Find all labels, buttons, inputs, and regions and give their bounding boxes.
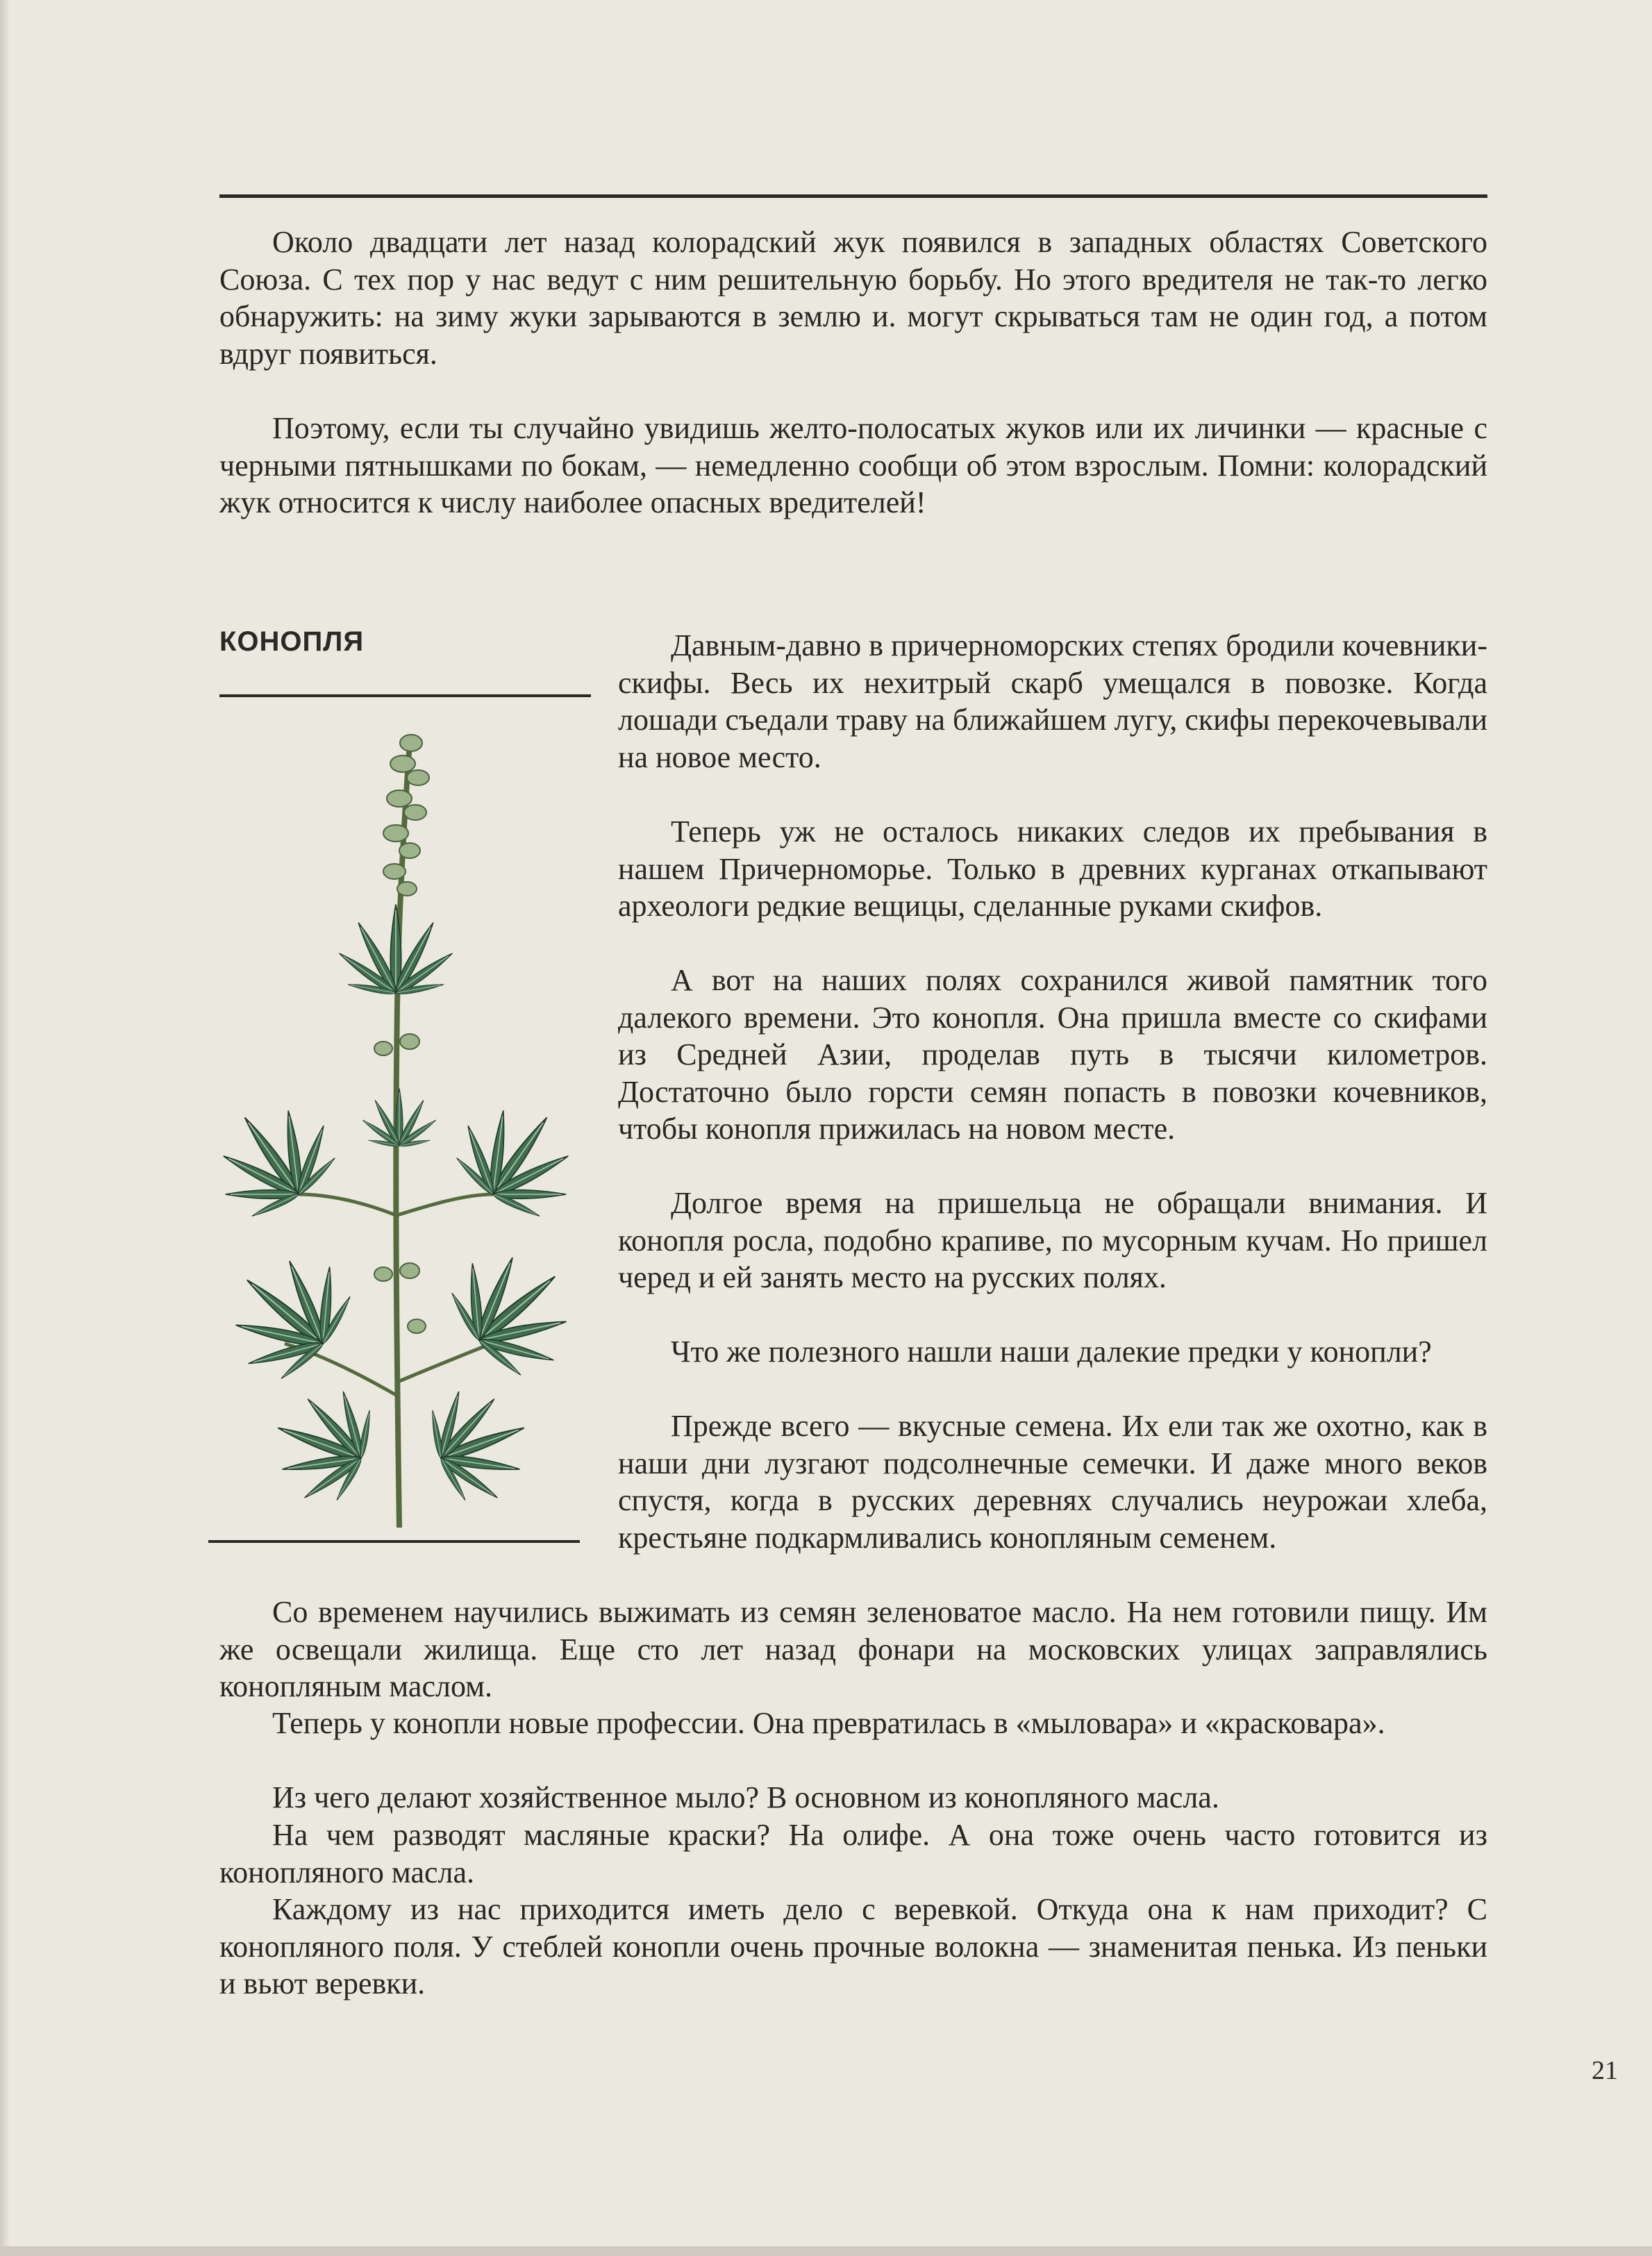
column-paragraph-1: Давным-давно в причерноморских степях бродили кочевники-скифы. Весь их нехитрый скарб умещался в повозке. Когда лошади съедали траву на ближайшем лугу, скифы перекочевывали на новое место.	[618, 628, 1487, 774]
page-bottom-edge	[0, 2246, 1652, 2256]
hemp-plant-icon	[201, 715, 590, 1535]
column-paragraph-2: Теперь уж не осталось никаких следов их пребывания в нашем Причерноморье. Только в древних курганах откапывают археологи редкие вещицы, сделанные руками скифов.	[618, 814, 1487, 923]
column-paragraph-3: А вот на наших полях сохранился живой памятник того далекого времени. Это конопля. Она пришла вместе со скифами из Средней Азии, проделав путь в тысячи километров. Достаточно было горсти семян попасть в повозки кочевников, чтобы конопля прижилась на новом месте.	[618, 963, 1487, 1146]
intro-paragraph-2: Поэтому, если ты случайно увидишь желто-полосатых жуков или их личинки — красные с черными пятнышками по бокам, — немедленно сообщи об этом взрослым. Помни: колорадский жук относится к числу наиболее опасных вредителей!	[219, 411, 1487, 519]
body-paragraph-3: Из чего делают хозяйственное мыло? В основном из конопляного масла.	[272, 1780, 1219, 1814]
page-edge	[0, 0, 10, 2256]
intro-paragraph-1: Около двадцати лет назад колорадский жук появился в западных областях Советского Союза. С тех пор у нас ведут с ним решительную борьбу. Но этого вредителя не так-то легко обнаружить: на зиму жуки зарываются в землю и. могут скрываться там не один год, а потом вдруг появиться.	[219, 225, 1487, 371]
heading-rule	[219, 694, 591, 697]
illustration-rule	[208, 1540, 580, 1543]
column-paragraph-4: Долгое время на пришельца не обращали внимания. И конопля росла, подобно крапиве, по мусорным кучам. Но пришел черед и ей занять место на русских полях.	[618, 1186, 1487, 1294]
body-paragraph-1: Со временем научились выжимать из семян зеленоватое масло. На нем готовили пищу. Им же освещали жилища. Еще сто лет назад фонари на московских улицах заправлялись конопляным маслом.	[219, 1595, 1487, 1703]
body-paragraph-2: Теперь у конопли новые профессии. Она превратилась в «мыловара» и «красковара».	[272, 1706, 1385, 1740]
page-number: 21	[1592, 2056, 1618, 2085]
section-heading: КОНОПЛЯ	[219, 626, 365, 657]
column-paragraph-5: Что же полезного нашли наши далекие предки у конопли?	[671, 1335, 1432, 1369]
top-rule	[219, 194, 1487, 198]
body-paragraph-5: Каждому из нас приходится иметь дело с веревкой. Откуда она к нам приходит? С конопляного поля. У стеблей конопли очень прочные волокна — знаменитая пенька. Из пеньки и вьют веревки.	[219, 1892, 1487, 2000]
column-paragraph-6: Прежде всего — вкусные семена. Их ели так же охотно, как в наши дни лузгают подсолнечные семечки. И даже много веков спустя, когда в русских деревнях случались неурожаи хлеба, крестьяне подкармливались конопляным семенем.	[618, 1409, 1487, 1555]
body-paragraph-4: На чем разводят масляные краски? На олифе. А она тоже очень часто готовится из конопляного масла.	[219, 1818, 1487, 1889]
